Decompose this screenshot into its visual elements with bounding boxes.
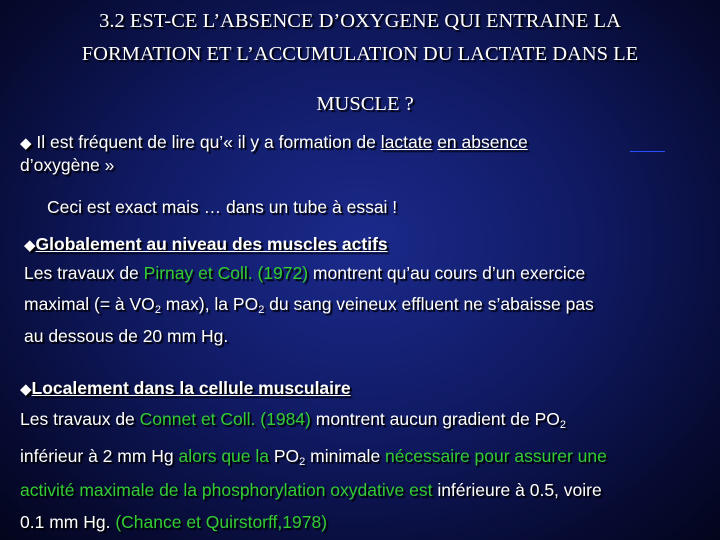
slide-title-line-3: MUSCLE ? — [316, 93, 414, 115]
local-text: 0.1 mm Hg. — [20, 512, 116, 532]
subscript: 2 — [559, 419, 567, 431]
subscript: 2 — [258, 304, 265, 316]
intro-text: Il est fréquent de lire qu’« il y a formation de — [31, 132, 381, 152]
local-heading-line — [20, 378, 351, 399]
local-line-3 — [20, 480, 602, 501]
global-heading: Globalement au niveau des muscles actifs — [35, 234, 388, 254]
global-text: Les travaux de — [24, 263, 144, 283]
global-line-3: au dessous de 20 mm Hg. — [24, 326, 229, 346]
local-line-2 — [20, 446, 607, 468]
global-text: montrent qu’au cours d’un exercice — [308, 263, 586, 283]
global-line-1 — [24, 263, 585, 284]
diamond-bullet-icon: ◆ — [20, 381, 32, 398]
local-text: montrent aucun gradient de PO — [310, 409, 560, 429]
global-heading-line — [24, 234, 388, 255]
local-highlight: alors que la — [178, 446, 270, 466]
local-line-1 — [20, 409, 566, 431]
local-text: inférieur à 2 mm Hg — [20, 446, 179, 466]
note-line: Ceci est exact mais … dans un tube à essai ! — [47, 197, 398, 217]
global-text: max), la PO — [160, 294, 259, 314]
intro-lactate: lactate — [380, 132, 433, 152]
slide-title-line-2: FORMATION ET L’ACCUMULATION DU LACTATE DANS LE — [81, 43, 639, 65]
diamond-bullet-icon: ◆ — [20, 135, 32, 152]
local-text: Les travaux de — [20, 409, 140, 429]
local-line-4 — [20, 512, 327, 533]
local-heading: Localement dans la cellule musculaire — [31, 378, 351, 398]
local-reference: Connet et Coll. (1984) — [139, 409, 311, 429]
intro-absence: en absence — [437, 132, 528, 152]
subscript: 2 — [154, 304, 161, 316]
local-text: PO — [269, 446, 300, 466]
local-highlight: activité maximale de la phosphorylation oxydative est — [20, 480, 433, 500]
local-text: inférieure à 0.5, voire — [432, 480, 602, 500]
local-text: minimale — [305, 446, 386, 466]
diamond-bullet-icon: ◆ — [24, 237, 36, 254]
global-text: maximal (= à VO — [24, 294, 155, 314]
local-reference: (Chance et Quirstorff,1978) — [115, 512, 328, 532]
intro-line-2: d’oxygène » — [20, 155, 115, 175]
global-reference: Pirnay et Coll. (1972) — [143, 263, 309, 283]
global-line-2 — [24, 294, 594, 316]
intro-line-1 — [20, 132, 528, 153]
underline-rule — [630, 151, 665, 152]
global-text: du sang veineux effluent ne s’abaisse pas — [264, 294, 594, 314]
local-highlight: nécessaire pour assurer une — [385, 446, 607, 466]
subscript: 2 — [299, 456, 306, 468]
slide-title-line-1: 3.2 EST-CE L’ABSENCE D’OXYGENE QUI ENTRAINE LA — [99, 10, 621, 32]
